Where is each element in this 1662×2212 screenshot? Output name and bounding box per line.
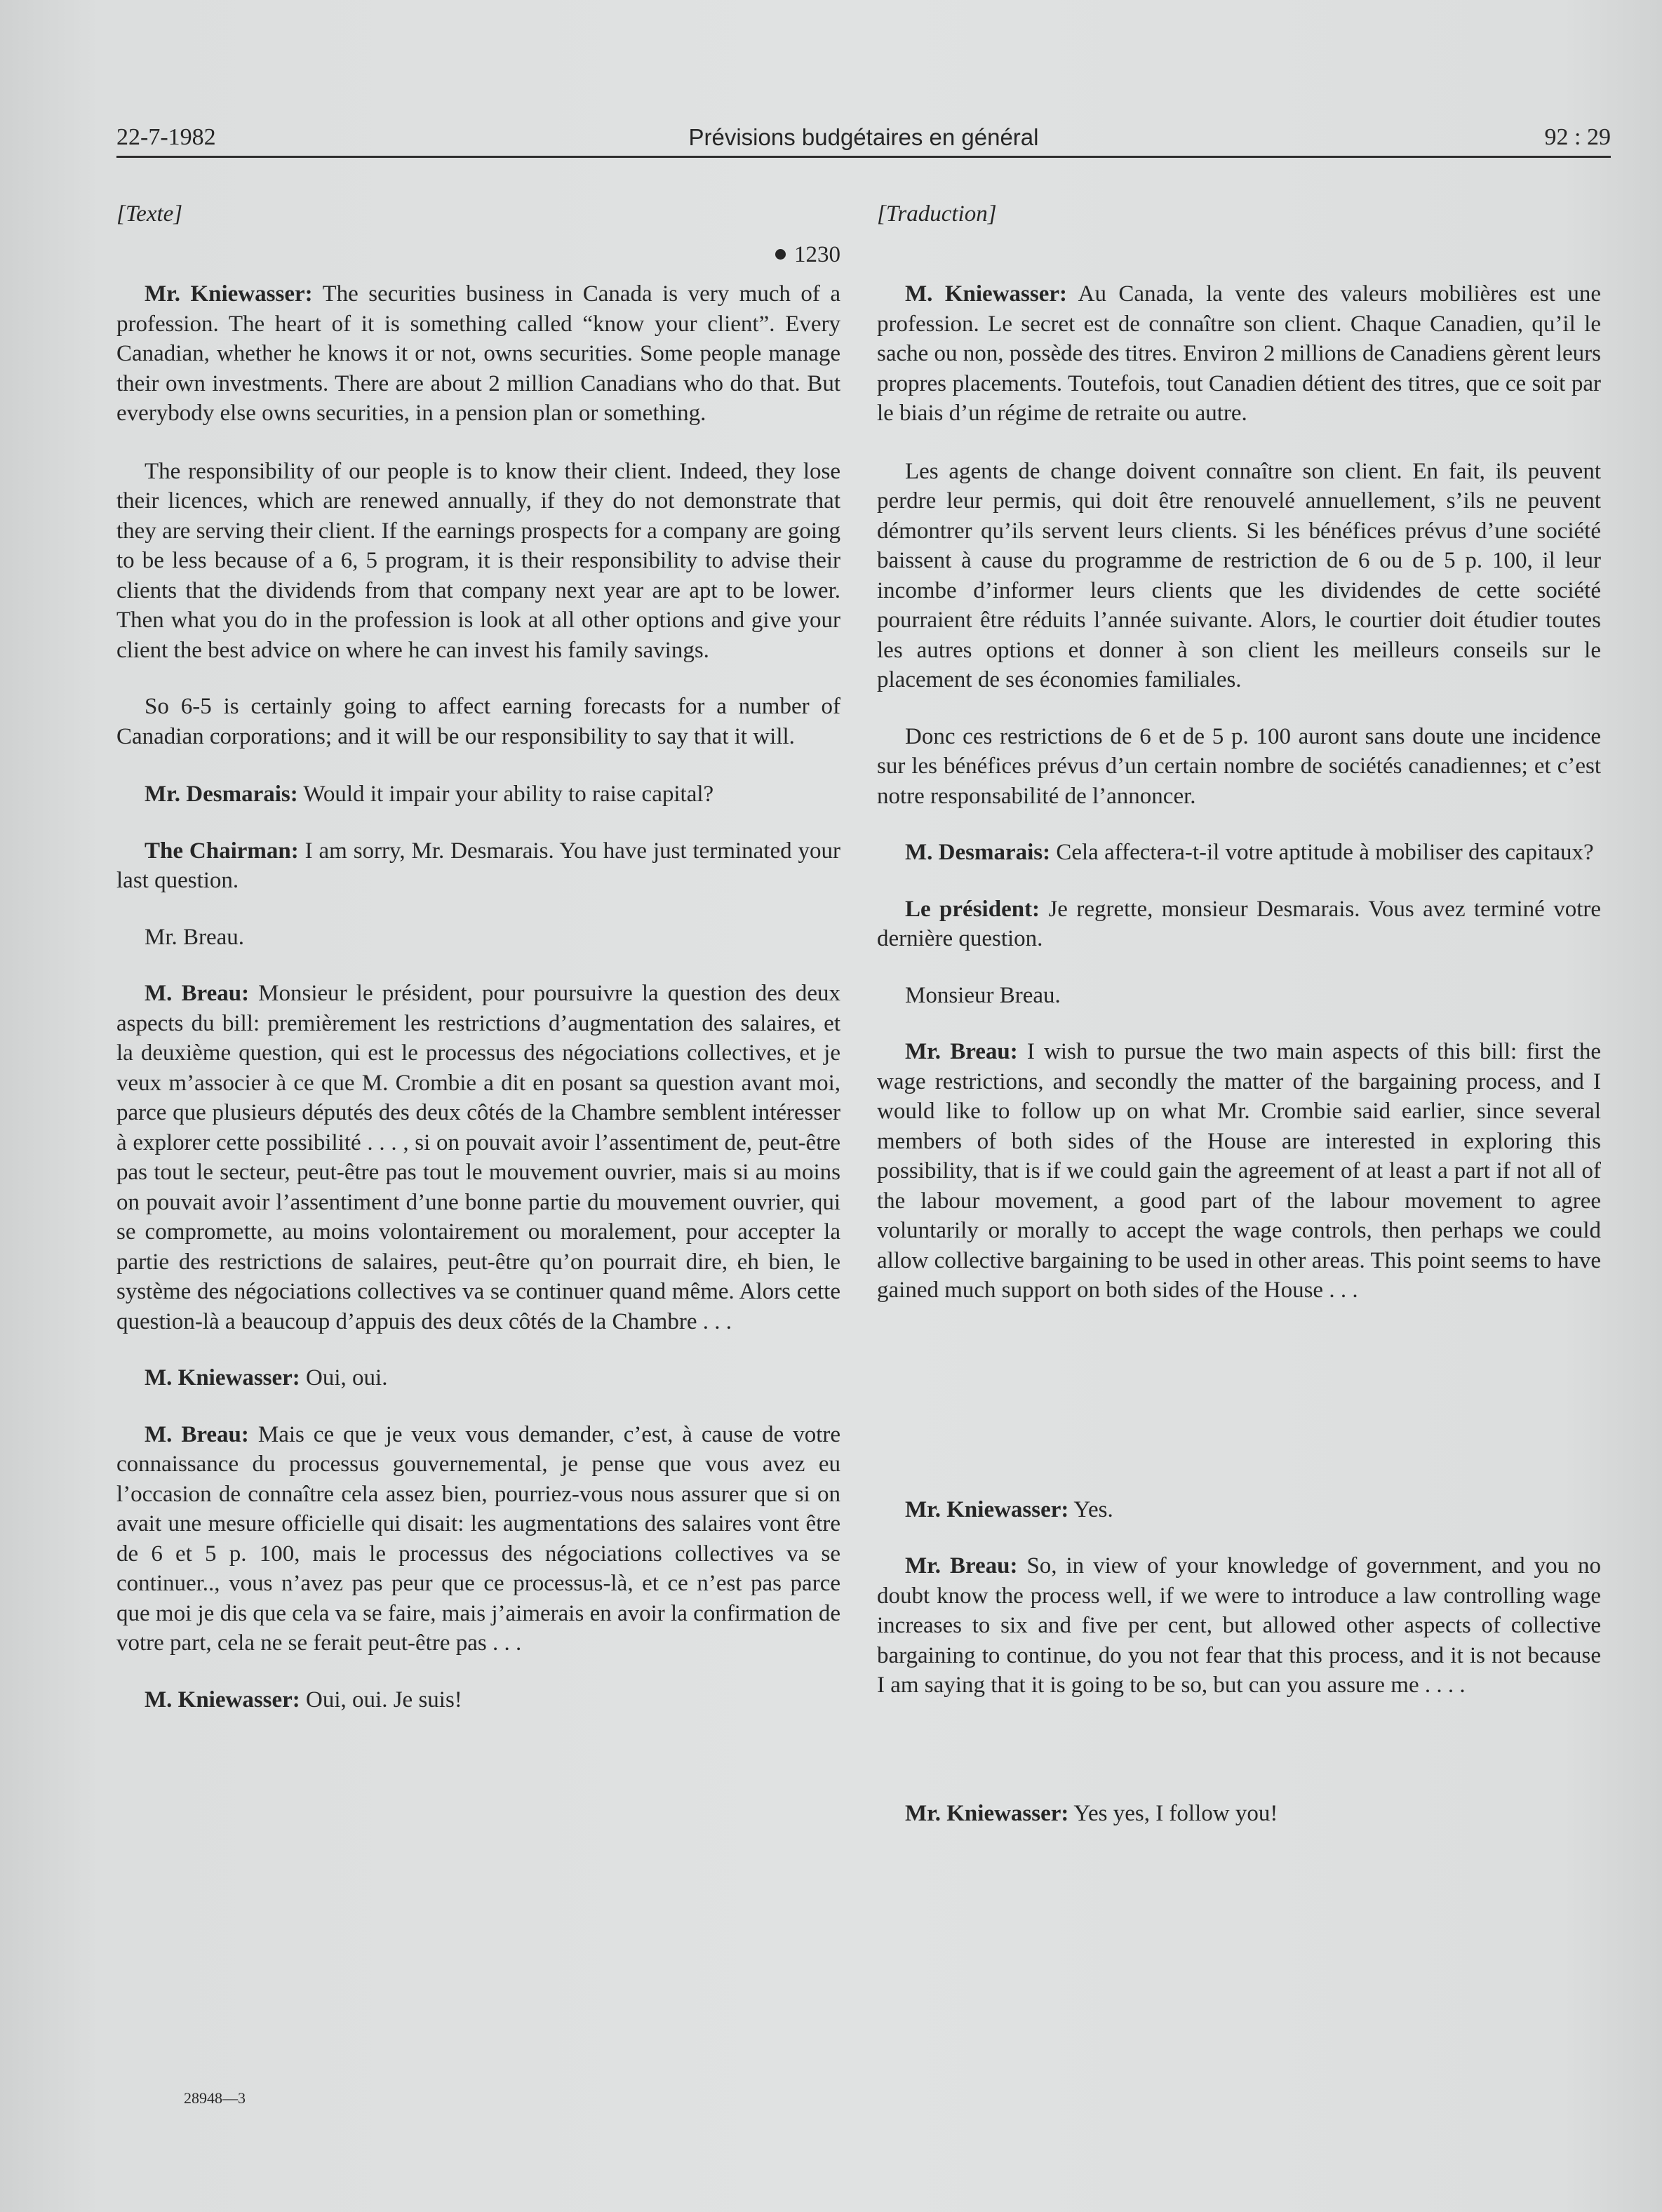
paragraph-text: So 6-5 is certainly going to affect earning forecasts for a number of Canadian corporations; and it will be our responsibility to say that it will. xyxy=(116,694,840,749)
footnote-code: 28948—3 xyxy=(184,2089,246,2107)
time-marker-value: 1230 xyxy=(794,242,840,267)
right-paragraph xyxy=(877,279,1601,429)
speaker-name: M. Kniewasser: xyxy=(145,1687,300,1712)
paragraph-text: The securities business in Canada is very much of a profession. The heart of it is something called “know your client”. Every Canadian, whether he knows it or not, owns securities. Some people manage their own investments. There are about 2 million Canadians who do that. But everybody else owns securities, in a pension plan or something. xyxy=(116,281,841,426)
speaker-name: Le président: xyxy=(905,896,1040,922)
right-paragraph xyxy=(877,1495,1601,1525)
paragraph-text: Yes yes, I follow you! xyxy=(1068,1800,1278,1826)
left-column xyxy=(116,191,840,1741)
bullet-dot-icon xyxy=(775,249,786,260)
left-column-tag: [Texte] xyxy=(116,201,183,227)
speaker-name: Mr. Breau: xyxy=(905,1553,1018,1578)
speaker-name: M. Breau: xyxy=(145,981,250,1006)
left-paragraph xyxy=(116,1420,840,1658)
speaker-name: Mr. Desmarais: xyxy=(145,782,298,807)
paragraph-text: Je regrette, monsieur Desmarais. Vous avez terminé votre dernière question. xyxy=(877,896,1602,951)
paragraph-text: Mais ce que je veux vous demander, c’est, à cause de votre connaissance du processus gouvernemental, je pense que vous avez eu l’occasion de connaître cela assez bien, pourriez-vous nous assurer que si on avait une mesure officielle qui disait: les augmentations des salaires vont être de 6 et 5 p. 100, mais le processus des négociations collectives va se continuer.., vous n’avez pas peur que ce processus-là, et ce n’est pas parce que moi je dis que cela va se faire, mais j’aimerais en avoir la confirmation de votre part, cela ne se ferait peut-être pas . . . xyxy=(116,1421,840,1656)
left-paragraph xyxy=(116,923,840,953)
speaker-name: M. Kniewasser: xyxy=(145,1365,300,1390)
right-column-tag: [Traduction] xyxy=(877,201,997,227)
right-paragraph xyxy=(877,1551,1601,1701)
time-marker xyxy=(116,240,840,271)
right-paragraph xyxy=(877,894,1601,954)
left-paragraph xyxy=(116,1363,840,1393)
running-header xyxy=(116,119,1611,156)
right-paragraph xyxy=(877,1037,1601,1306)
paragraph-text: Would it impair your ability to raise capital? xyxy=(297,782,714,807)
paragraph-text: The responsibility of our people is to know their client. Indeed, they lose their licences, which are renewed annually, if they do not demonstrate that they are serving their client. If the earnings prospects for a company are going to be less because of a 6, 5 program, it is their responsibility to advise their clients that the dividends from that company next year are apt to be lower. Then what you do in the profession is look at all other options and give your client the best advice on where he can invest his family savings. xyxy=(116,458,840,663)
speaker-name: Mr. Kniewasser: xyxy=(905,1496,1069,1522)
left-paragraph xyxy=(116,457,840,666)
paragraph-text: Au Canada, la vente des valeurs mobilières est une profession. Le secret est de connaître son client. Chaque Canadien, qu’il le sache ou non, possède des titres. Environ 2 millions de Canadiens gèrent leurs propres placements. Toutefois, tout Canadien détient des titres, que ce soit par le biais d’un régime de retraite ou autre. xyxy=(877,281,1601,426)
speaker-name: Mr. Breau: xyxy=(905,1039,1018,1064)
paragraph-text: Donc ces restrictions de 6 et de 5 p. 100 auront sans doute une incidence sur les bénéfices prévus d’un certain nombre de sociétés canadiennes; et c’est notre responsabilité de l’annoncer. xyxy=(877,723,1601,809)
left-paragraph xyxy=(116,979,840,1336)
paragraph-text: Oui, oui. xyxy=(300,1365,388,1390)
paragraph-text: Oui, oui. Je suis! xyxy=(300,1687,462,1712)
paragraph-text: Cela affectera-t-il votre aptitude à mobiliser des capitaux? xyxy=(1050,840,1594,865)
header-date: 22-7-1982 xyxy=(116,124,216,150)
left-paragraph xyxy=(116,279,840,429)
right-paragraph xyxy=(877,981,1601,1011)
right-paragraph xyxy=(877,1799,1601,1829)
speaker-name: M. Breau: xyxy=(145,1421,249,1447)
speaker-name: Mr. Kniewasser: xyxy=(905,1800,1069,1826)
paragraph-text: I wish to pursue the two main aspects of this bill: first the wage restrictions, and secondly the matter of the bargaining process, and I would like to follow up on what Mr. Crombie said earlier, since several members of both sides of the House are interested in exploring this possibility, that is if we could gain the agreement of at least a part if not all of the labour movement, a good part of the labour movement to agree voluntarily or morally to accept the wage controls, then perhaps we could allow collective bargaining to be used in other areas. This point seems to have gained much support on both sides of the House . . . xyxy=(877,1039,1601,1303)
left-paragraph xyxy=(116,1685,840,1715)
paragraph-text: So, in view of your knowledge of government, and you no doubt know the process well, if we were to introduce a law controlling wage increases to six and five per cent, but allowed other aspects of collective bargaining to continue, do you not fear that this process, and it is not because I am saying that it is going to be so, but can you assure me . . . . xyxy=(877,1553,1601,1698)
paragraph-text: Mr. Breau. xyxy=(145,924,245,950)
header-rule xyxy=(116,156,1611,158)
right-paragraph xyxy=(877,838,1601,868)
header-title: Prévisions budgétaires en général xyxy=(688,124,1039,150)
right-paragraph xyxy=(877,722,1601,812)
paragraph-text: Monsieur le président, pour poursuivre la question des deux aspects du bill: premièrement les restrictions d’augmentation des salaires, et la deuxième question, qui est le processus des négociations collectives, et je veux m’associer à ce que M. Crombie a dit en posant sa question avant moi, parce que plusieurs députés des deux côtés de la Chambre semblent intéresser à explorer cette possibilité . . . , si on pouvait avoir l’assentiment de, peut-être pas tout le secteur, peut-être pas tout le mouvement ouvrier, mais si au moins on pouvait avoir l’assentiment d’une bonne partie du mouvement ouvrier, qui se compromette, au moins volontairement ou moralement, pour accepter la partie des restrictions de salaires, peut-être qu’on pourrait dire, eh bien, le système des négociations collectives va se continuer quand même. Alors cette question-là a beaucoup d’appuis des deux côtés de la Chambre . . . xyxy=(116,981,840,1334)
paragraph-text: Yes. xyxy=(1068,1496,1113,1522)
paragraph-text: I am sorry, Mr. Desmarais. You have just terminated your last question. xyxy=(116,838,840,893)
speaker-name: M. Kniewasser: xyxy=(905,281,1067,307)
left-paragraph xyxy=(116,836,840,896)
left-paragraph xyxy=(116,779,840,810)
speaker-name: Mr. Kniewasser: xyxy=(145,281,313,307)
left-paragraph xyxy=(116,692,840,751)
speaker-name: The Chairman: xyxy=(145,838,299,864)
right-paragraph xyxy=(877,457,1601,695)
paragraph-text: Les agents de change doivent connaître son client. En fait, ils peuvent perdre leur permis, qui doit être renouvelé annuellement, s’ils ne peuvent démontrer qu’ils servent leurs clients. Si les bénéfices prévus d’une société baissent à cause du programme de restriction de 6 ou de 5 p. 100, il leur incombe d’informer leurs clients que les dividendes de cette société pourraient être réduits l’année suivante. Alors, le courtier doit étudier toutes les autres options et donner à son client les meilleurs conseils sur le placement de ses économies familiales. xyxy=(877,458,1601,692)
paragraph-text: Monsieur Breau. xyxy=(905,982,1061,1008)
right-column xyxy=(877,191,1601,1855)
speaker-name: M. Desmarais: xyxy=(905,840,1051,865)
header-page-number: 92 : 29 xyxy=(1544,124,1611,150)
